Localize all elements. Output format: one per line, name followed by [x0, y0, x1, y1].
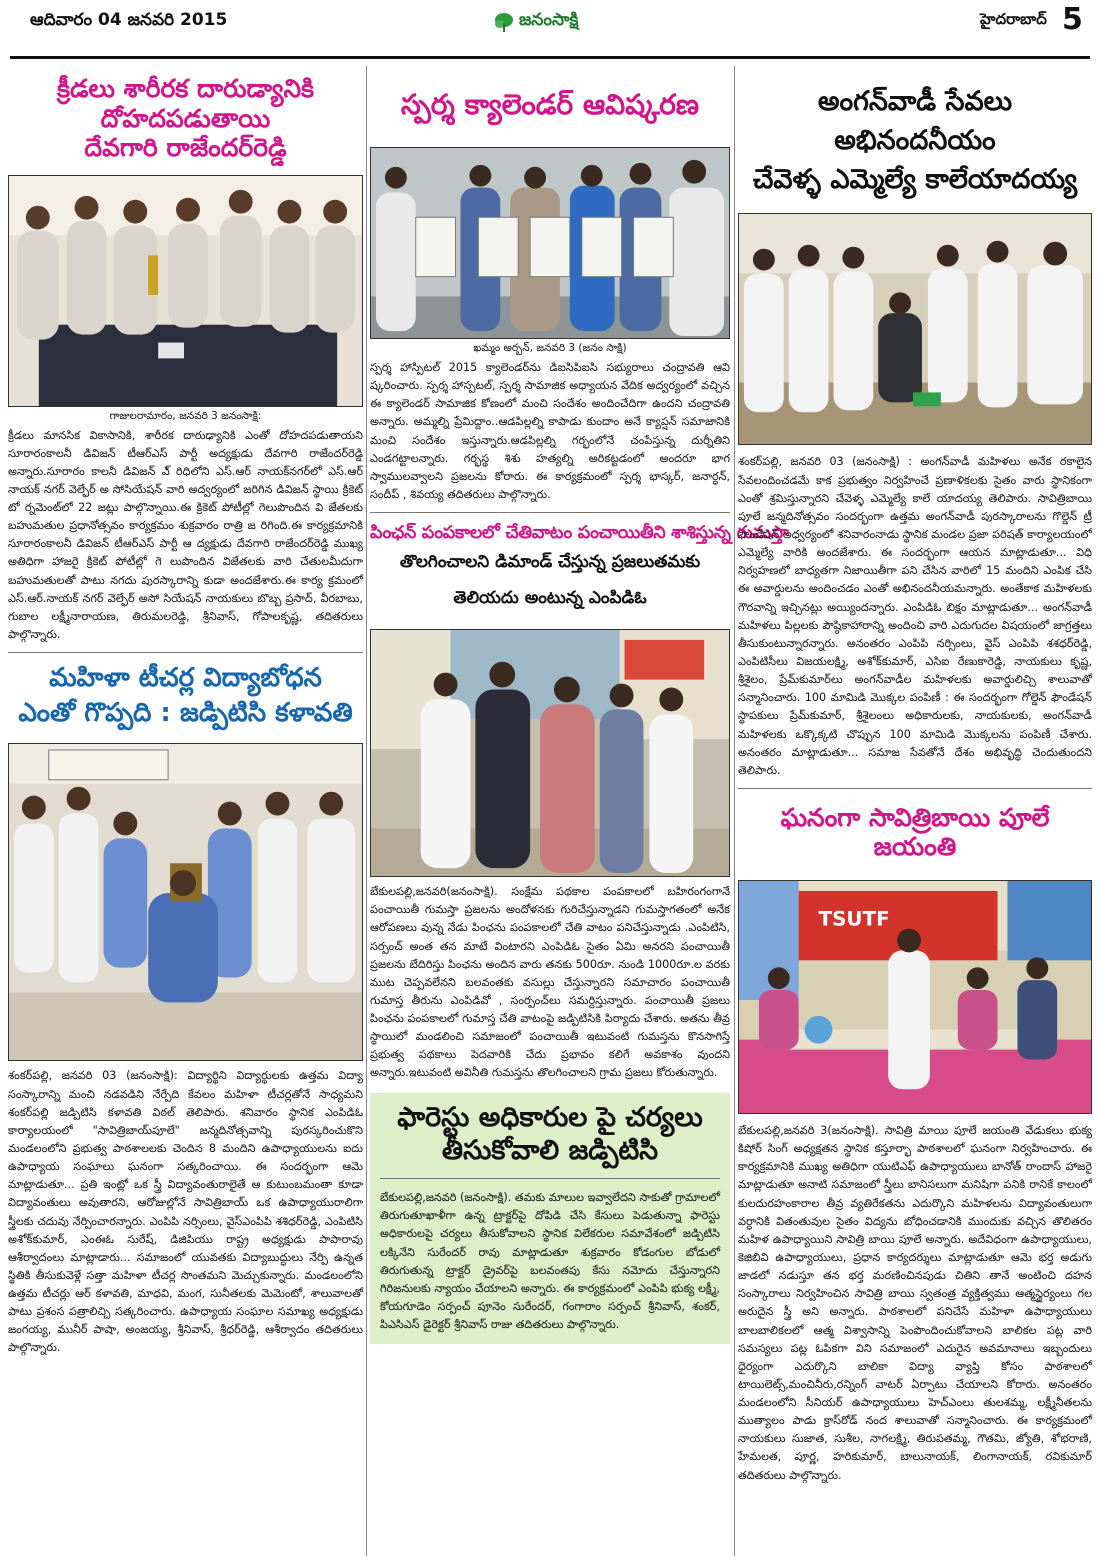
leaf-logo-icon: [493, 11, 515, 33]
savitribai-banner-text: TSUTF: [818, 907, 890, 931]
calendar-caption: ఖమ్మం అర్బన్, జనవరి 3 (జనం సాక్షి): [473, 342, 627, 355]
page-number: 5: [1062, 2, 1083, 37]
column-left: [8, 66, 363, 1556]
column-right: [738, 66, 1092, 1556]
teachers-headline-line-1: మహిళా టీచర్ల విద్యాబోధన: [49, 663, 322, 694]
sports-headline-line-2: దేవగారి రాజేందర్‌రెడ్డి: [84, 133, 287, 162]
pension-photo: [370, 629, 730, 877]
calendar-photo: [370, 147, 730, 339]
calendar-photo-image: [371, 148, 729, 338]
savitribai-photo-image: [739, 881, 1091, 1113]
sports-body: క్రీడలు మానసిక వికాసానికి, శారీరక దారుఢ్యానికి ఎంతో దోహదపడుతాయని సూరారంకాలనీ డివిజన్ టీఆర్ఎస్ పార్టీ అద్యక్షుడు దేవగారి రాజేందర్‌రెడ్డి అన్నారు.సూరారం కాలనీ డివిజన్ ఎ్ రిధిలోని ఎస్.ఆర్ నాయక్‌నగర్‌లో ఎస్.ఆర్ నాయక్ నగర్ వెల్ఫేర్ అ సోసియేషన్ వారి అద్వర్యంలో జరిగిన డివిజన్ స్థాయి క్రికెట్ టో ర్నమెంట్‌లో 22 జట్లు పాల్గొన్నాయి.ఈ క్రికెట్ పోటీల్లో గెలుపొందిన వి జేతలకు బహుమతుల ప్రధానోత్సవం కార్యక్రమం శుక్రవారం రాత్రి జ రిగింది.ఈ కార్యక్రమానికి సూరారంకాలనీ డివిజన్ టీఆర్ఎస్ పార్టీ ఆ ద్యక్షుడు దేవగారి రాజేందర్‌రెడ్డి ముఖ్య అతిధిగా హాజరై క్రికెట్ పోటీల్లో గె లుపొందిన విజేతలకు వారి చేతులమీదుగా బహుమతులతో పాటు నగదు పురస్కారాన్ని కుడా అందజేశారు.ఈ కార్య క్రమంలో ఎస్.ఆర్.నాయక్ నగర్ వెల్ఫేర్ అసో సియేషన్ నాయకులు బొబ్బ ప్రసాద్, వీరబాబు, గుబాల లక్ష్మీనారాయణ, తిరుమలరెడ్డి, శ్రీనివాస్, గోపాలకృష్ణ, తదితరులు పాల్గొన్నారు.: [8, 428, 363, 642]
forest-headline-line-2: తీసుకోవాలి జడ్పిటిసి: [441, 1135, 659, 1167]
teachers-photo: [8, 743, 363, 1061]
pension-photo-image: [371, 630, 729, 876]
pension-subhead-1: తొలగించాలని డిమాండ్ చేస్తున్న ప్రజలుతమకు: [399, 551, 701, 572]
anganwadi-photo-image: [739, 214, 1091, 444]
anganwadi-headline-line-2: చేవెళ్ళ ఎమ్మెల్యే కాలేయాదయ్య: [752, 164, 1078, 196]
divider: [370, 512, 730, 513]
issue-date: ఆదివారం 04 జనవరి 2015: [30, 10, 228, 30]
anganwadi-headline: [738, 82, 1092, 199]
column-middle: [370, 66, 789, 1556]
calendar-body: స్పర్శ హాస్పిటల్ 2015 క్యాలెండర్‌ను డిఐసిపిఐసి సభ్యురాలు చంద్రావతి ఆవి ష్కరించారు. స్పర్శ హాస్పటల్, స్పర్శ సామాజిక అధ్యాయన వేదిక అద్వర్యంలో వచ్చిన ఈ క్యాలెండర్ సామాజిక కోణంలో మంచి సందేశం అందించేదిగా ఉందని చంద్రావతి అన్నారు. అమ్మల్ని ప్రేమిద్దాం..ఆడపిల్లల్ని కాపాడు కుందాం అనే క్యాప్షన్ సమాజానికి మంచి సందేశం ఇస్తున్నారు.ఆడపిల్లల్ని గర్భంలోనే చంపేస్తున్న దుర్నీతిని ఎండగట్టాలన్నారు. గర్భస్థ శిశు హత్యల్ని అరికట్టడంలో అందరూ భాగ స్వాములవ్వాలని ప్రజలను కోరారు. ఈ కార్యక్రమంలో స్పర్శ భాస్కర్, జనార్ధన్, సందీప్ , శివయ్య తదితరులు పాల్గొన్నారు.: [370, 361, 730, 502]
pension-subhead-2: తెలియదు అంటున్న ఎంపిడిఓ: [453, 588, 647, 609]
anganwadi-body: శంకర్‌పల్లి, జనవరి 03 (జనంసాక్షి) : అంగన్‌వాడీ మహిళలు అనేక రకాలైన సేవలందించడమే కాక ప్రభుత్వం నిర్వహించే ప్రణాళికలకు సైతం వారు స్థానికంగా ఎంతో శ్రమిస్తున్నారని చేవెళ్ళ ఎమ్మెల్యే కాలే యాదయ్య తెలిపారు. సావిత్రిబాయి పూలే జన్మదినోత్సవం సందర్భంగా ఉత్తమ అంగన్‌వాడీ పురస్కారాలను గొల్డెన్ ట్రీ ఫౌండేషన్ అధ్వర్యంలో శనివారంనాడు స్థానిక మండల ప్రజా పరిషత్ కార్యాలయంలో ఎమ్మెల్యే వారికి అందజేశారు. ఈ సందర్భంగా ఆయన మాట్లాడుతూ... విధి నిర్వహణలో బాధ్యతగా నిజాయితీగా పని చేసిన వారిలో 15 మందిని ఎంపిక చేసి ఈ అవార్డులను అందించడం ఎంతో అభినందనీయమన్నారు. అంతేకాక మహిళలకు గౌరవాన్ని ఇచ్చినట్లు అయ్యిందన్నారు. ఎంపిడిఓ బిక్షం మాట్లాడుతూ... అంగన్‌వాడీ మహిళలు పిల్లలకు పౌష్ఠికాహారాన్ని అందించి వారి ఎదుగుదల విషయంలో జాగ్రత్తలు తీసుకుంటున్నారన్నారు. అనంతరం ఎంపిపి నర్సింలు, వైస్ ఎంపిపి శశధర్‌రెడ్డి, ఎంపిటిసీలు విజయలక్ష్మి, అశోక్‌కుమార్, ఎసిఐ రేణుకారెడ్డి, నాయకులు కృష్ణ, శ్రీశైలం, ప్రేమ్‌కుమార్‌లు అంగన్‌వాడీల మహిళలకు అవార్డులిచ్చి శాలువాతో సన్మానించారు. 100 మామిడి మొక్కల పంపిణీ : ఈ సందర్భంగా గోల్డెన్ ఫౌండేషన్ స్థాపకులు ప్రేమ్‌కుమార్, శ్రీశైలంలు అధికారులకు, నాయకులకు, అంగన్‌వాడీ మహిళలకు ఒక్కొక్కటి చొప్పున 100 మామిడి మొక్కలను పంపిణీ చేశారు. అనంతరం మాట్లాడుతూ... సమాజ సేవతోనే దేశం అభివృద్ధి చెందుతుందని తెలిపారు.: [738, 455, 1092, 777]
pension-body: బేకులపల్లి,జనవరి(జనంసాక్షి). సంక్షేమ పథకాల పంపకాలలో బహిరంగంగానే పంచాయితీ గుమస్తా ప్రజలను అందోళనకు గురిచేస్తున్నాడని గుమస్తాగతంలో అనేక ఆరోపణలు వున్న నేడు పింఛను పంపకాలలో చేతి వాటం పనిచేస్తున్నాడు .ఎంపిటిసి, సర్పంచ్ అంత తన మాటే వింటారని ఎంపిడిఓ సైతం ఏమి అనరని పంచాయితీ ప్రజలను బేదిరిస్తు పింఛను అందిన వారు తనకు 500రూ. నుండి 1000రూ.ల వరకు ముట చెప్పవలేనని బలవంతకు వసుల్లు చేస్తున్నారని సమాచారం పంచాయితీ గుమాస్త తీరును ఎంపిడివో , సంర్పంచ్‌లు సమర్దిస్తున్నారు. పంచాయితీ ప్రజలు పింఛను పంపకాలలో గుమాస్త చేతి వాటంపై జడ్పిటిసికి పిర్యాదు చేశారు. అతను తీవ్ర స్థాయిలో మండలించి సమాజంలో పంచాయితీ ఇటువంటి గుమస్తను కొనసాగిస్తే ప్రభుత్వ పథకాలు పెదవారికి చేదు ప్రభావం కలిగే అవకాశం వుందని అన్నారు.ఇటువంటి అవినీతి గుమస్తను తొలగించాలని గ్రామ ప్రజలు కోరుతున్నారు.: [370, 885, 730, 1080]
teachers-headline-line-2: ఎంతో గొప్పది : జడ్పిటిసి కళావతి: [18, 698, 353, 729]
sports-headline: [8, 74, 363, 163]
divider: [380, 1178, 720, 1179]
forest-article-box: [370, 1093, 730, 1345]
column-rule-1: [366, 66, 367, 1556]
savitribai-body: బేకులపల్లి,జనవరి 3(జనంసాక్షి). సావిత్రి మాయి పూలే జయంతి వేడుకలు భుక్య కిషోర్ సింగ్ అధ్యక్షతన స్థానిక కస్తూర్భా పాఠశాలలో ఘనంగా నిర్వహించారు. ఈ కార్యక్రమానికి ముఖ్య అతిధిగా యుటిఎఫ్ ఉపాధ్యాయులు బానోత్ రాందాస్ హాజరై మాట్లాడుతూ అనాటి సమాజంలో స్త్రీలు బానిసలుగా మనిషిగా పనికి రానికే కాలంలో కులదురహంకారాల తీవ్ర వ్యతిరేకతను ఎదుర్కొని మహిళలను విద్యావంతులుగా వర్ధానికి వితంతువుల సైతం విద్యను బోధించడానికి ముందుకు వచ్చిన తొలితరం మహిళ ఉపాధ్యాయిని సావిత్రి బాయి పూలే అన్నారు. అదేవిధంగా ఉపాధ్యాయులు, కెజిబివి ఉపాధ్యాయులు, ప్రధాన కార్యదర్శులు మాట్లాడుతూ ఆమె భర్త అడుగు జాడలో నడుస్తూ తన భర్త మరణించినపుడు చితిని తానే అంటించి దహన సంస్కారాలు నిర్వహించిన సావిత్రి బాయి స్వతంత్ర వ్యక్తిత్వము ఆత్మస్థైర్యంలు గల అరుదైన స్త్రీ అని అన్నారు. పాఠశాలలో పనిచేసే మహిళా ఉపాధ్యాయులు బాలబాలికలలో ఆత్మ విశ్వాసాన్ని పెంపొందించుకోవాలని బాలికల పట్ల వారి సమస్యలు పట్ల ఓపికగా విని సమాజంలో ఎదురైన అవమానాలు ఇబ్బందులు ధైర్యంగా ఎదుర్కొని బాలికా విద్యా వ్యాప్తి కోసం పాఠశాలలో టాయిలెట్స్,మంచినీరు,రన్నింగ్ వాటర్ ఏర్పాటు చేయాలని కోరారు. అనంతరం మండలంలోని సీనియర్ ఉపాధ్యాయులు హెచ్ఎంలు తులశమ్మ, లక్ష్మీనీతలను ముత్యాలం పాడు క్రాస్‌రోడ్ నంద శాలువాతో సన్మానించారు. ఈ కార్యక్రమంలో నాయకులు సుజాత, సుశీల, నాగలక్ష్మి, తిరుపతమ్మ, గౌతమి, జ్యోతి, శోభరాణి, హేమలత, పూర్ణ, హరికుమార్, బాలునాయక్, లింగానాయక్, రవికుమార్ తదితరులు పాల్గొన్నారు.: [738, 1123, 1092, 1482]
teachers-headline: [8, 661, 363, 731]
anganwadi-headline-line-1: అంగన్‌వాడీ సేవలు అభినందనీయం: [817, 86, 1013, 157]
anganwadi-photo: [738, 213, 1092, 445]
masthead-rule: [10, 56, 1090, 59]
sports-photo-image: [9, 176, 362, 406]
forest-headline-line-1: ఫారెస్టు అధికారుల పై చర్యలు: [397, 1101, 703, 1133]
teachers-body: శంకర్‌పల్లి, జనవరి 03 (జనంసాక్షి): విద్యార్థిని విద్యార్థులకు ఉత్తమ విద్యా సంస్కారాన్ని మంచి నడవడిని నేర్పేది కేవలం మహిళా టీచర్లతోనే సాధ్యమని శంకర్‌పల్లి జడ్పిటిసి కళావతి విఠల్ తెలిపారు. శనివారం స్థానిక ఎంపిడిఓ కార్యాలయంలో "సావిత్రిబాయ్‌పూలే" జన్మదినోత్సవాన్ని పురస్కరించుకొని మండలంలోని ప్రభుత్వ పాఠశాలలకు చెందిన 8 మందిని ఉపాధ్యాయులను ఐదు ఉపాధ్యాయ సంఘాలు ఘనంగా సత్కరించాయి. ఈ సందర్భంగా ఆమె మాట్లాడుతూ... ప్రతి ఇంట్లో ఒక స్త్రీ విద్యావంతురాలైతే ఆ కుటుంబమంతా కూడా విద్యావంతులు అవుతారని, ఆరోజుల్లోనే సావిత్రిబాయ్ ఒక ఉపాధ్యాయురాలిగా స్త్రీలకు చదువు నేర్పించారన్నారు. ఎంపిపి నర్సింలు, వైస్‌ఎంపిపి శశిధర్‌రెడ్డి, ఎంపిటిసి అశోక్‌కుమార్, ఎంఈఓ సురేష్, డిజిపియు రాష్ట్ర అధ్యక్షుడు పాపారావు ఆశీర్వాదంలు మాట్లాడారు... సమాజంలో యువతకు విద్యాబుద్ధులు నేర్పి ఉన్నత స్థితికి తీసుకువెళ్లే సత్తా మహిళా టీచర్ల సొంతమని మెచ్చుకున్నారు. మండలంలోని ఉత్తమ టీచర్లు ఆర్ కళావతి, మాధవి, మంగ, సునీతలకు మెమెంటో, శాలువాలతో పాటు ప్రశంస పత్రాలిచ్చి సత్కరించారు. ఉపాధ్యాయ సంఘాల సమాఖ్య అధ్యక్షుడు జంగయ్య, మునీర్ పాషా, అంజయ్య, శ్రీనివాస్, శ్రీధర్‌రెడ్డి, ఆశీర్వాదం తదితరులు పాల్గొన్నారు.: [8, 1069, 363, 1355]
teachers-photo-image: [9, 744, 362, 1060]
calendar-headline: స్పర్శ క్యాలెండర్ ఆవిష్కరణ: [400, 88, 699, 121]
pension-headline: పింఛన్ పంపకాలలో చేతివాటం పంచాయితీని శాశిస్తున్న గుమస్తా: [370, 523, 789, 544]
sports-headline-line-1: క్రీడలు శారీరక దారుడ్యానికి దోహదపడుతాయి: [56, 74, 315, 133]
edition-city: హైదరాబాద్: [980, 10, 1047, 28]
savitribai-headline: ఘనంగా సావిత్రిబాయి పూలే జయంతి: [780, 802, 1050, 862]
divider: [738, 788, 1092, 789]
forest-headline: [380, 1101, 720, 1169]
divider: [8, 652, 363, 653]
newspaper-logo: [493, 6, 611, 38]
sports-dateline: గాజులరామారం, జనవరి 3 జనంసాక్షి:: [109, 409, 262, 422]
column-rule-2: [734, 66, 735, 1556]
sports-photo: [8, 175, 363, 407]
forest-body: బేకులపల్లి,జనవరి (జనంసాక్షి). తమకు మాలుల ఇవ్వాలేదని సాకుతో గ్రామాలలో తిరుగుతూఖాళీగా ఉన్న ట్రాక్టర్‌పై దోపిడి చేసి కేసులు పెడుతున్నా ఫారెస్టు అధికారులపై చర్యలు తీసుకోవాలని స్థానిక విలేకరుల సమావేశంలో జడ్పిటిసి లక్కినేని సురేందర్ రావు మాట్లాడుతూ శుక్రవారం కోడంగుల బోడులో తిరుగుతున్న ట్రాక్టర్ డ్రైవర్‌పై బలవంతపు కేసు నమోదు చేస్తున్నారని గిరిజనులకు న్యాయం చేయాలని అన్నారు. ఈ కార్యక్రమంలో ఎంపిపి భుక్య లక్ష్మీ, కోయగూడెం సర్పంచ్ పూనెం సురేందర్, గంగారాం సర్పంచ్ శ్రీనివాస్, శంకర్, పిఎసిఎస్ డైరెక్టర్ శ్రీనివాస్ రాజు తదితరులు పాల్గొన్నారు.: [380, 1191, 720, 1332]
savitribai-photo: [738, 880, 1092, 1114]
logo-text: జనంసాక్షి: [519, 10, 579, 30]
